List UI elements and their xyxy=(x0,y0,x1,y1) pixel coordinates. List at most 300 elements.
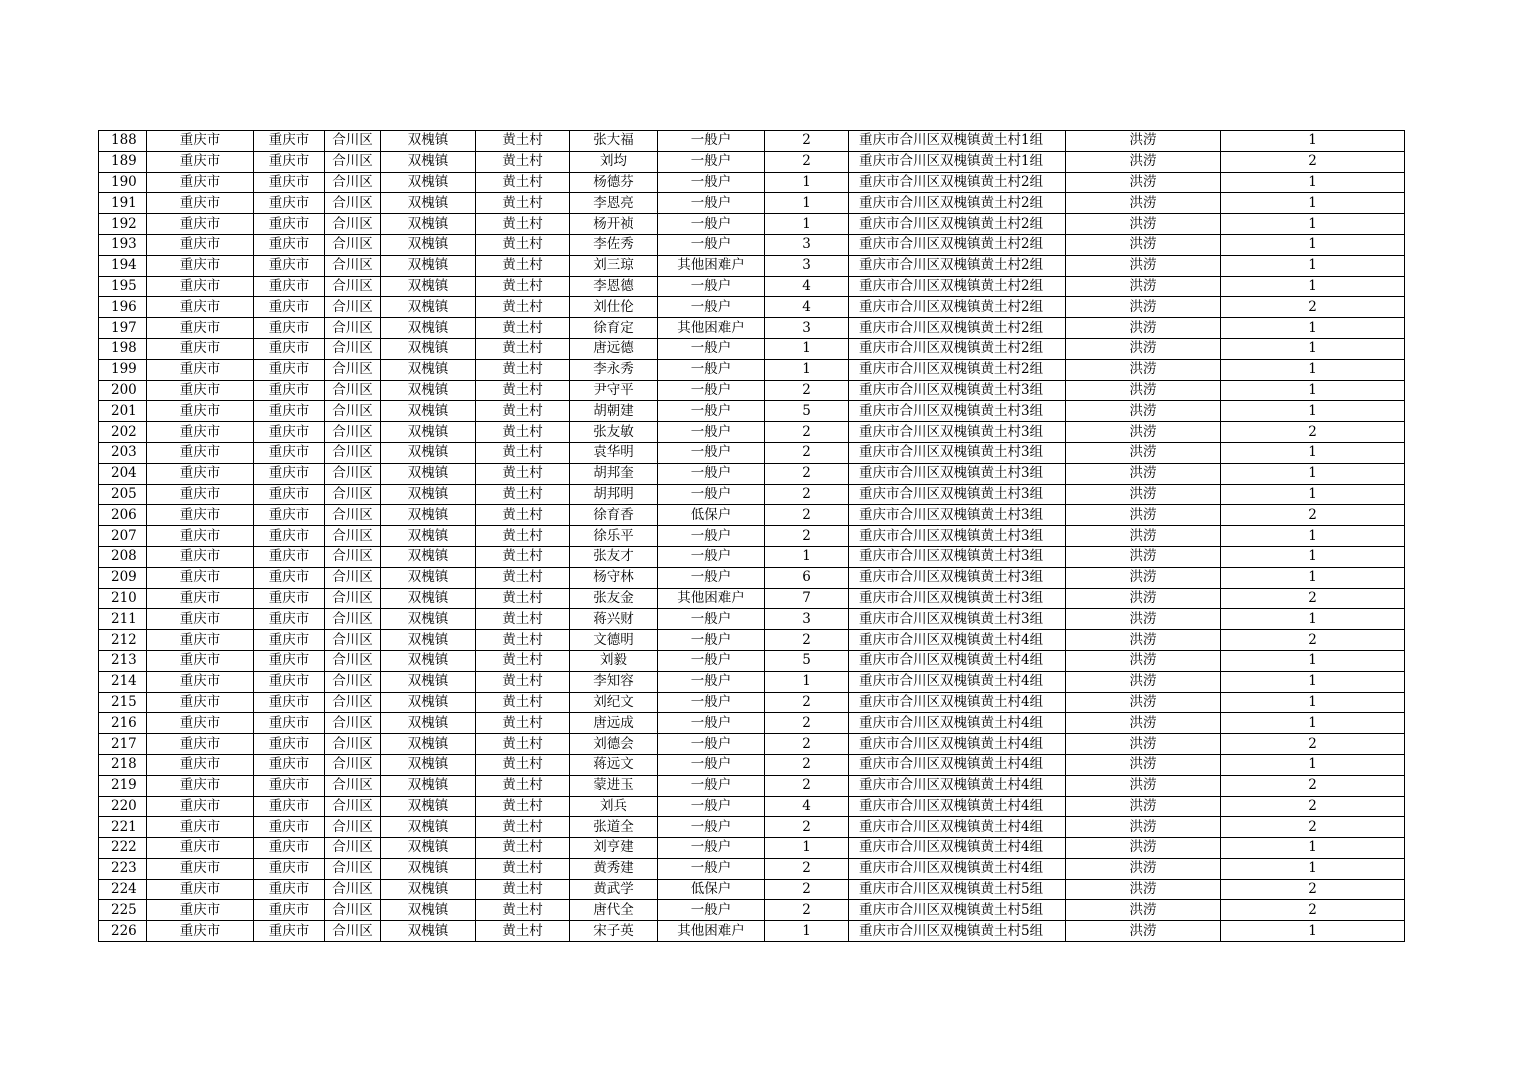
town-cell: 双槐镇 xyxy=(381,588,476,609)
city-cell: 重庆市 xyxy=(254,234,325,255)
household-type-cell: 一般户 xyxy=(658,422,765,443)
province-cell: 重庆市 xyxy=(147,338,254,359)
count-cell: 1 xyxy=(1221,380,1405,401)
household-size-cell: 2 xyxy=(765,442,849,463)
count-cell: 1 xyxy=(1221,546,1405,567)
disaster-type-cell: 洪涝 xyxy=(1066,588,1221,609)
count-cell: 2 xyxy=(1221,900,1405,921)
town-cell: 双槐镇 xyxy=(381,276,476,297)
village-cell: 黄土村 xyxy=(476,650,570,671)
town-cell: 双槐镇 xyxy=(381,131,476,152)
disaster-type-cell: 洪涝 xyxy=(1066,255,1221,276)
name-cell: 李恩德 xyxy=(570,276,658,297)
village-cell: 黄土村 xyxy=(476,505,570,526)
district-cell: 合川区 xyxy=(325,255,381,276)
household-type-cell: 一般户 xyxy=(658,234,765,255)
village-cell: 黄土村 xyxy=(476,151,570,172)
household-type-cell: 一般户 xyxy=(658,401,765,422)
address-cell: 重庆市合川区双槐镇黄土村3组 xyxy=(849,442,1066,463)
table-row xyxy=(99,422,1405,443)
city-cell: 重庆市 xyxy=(254,630,325,651)
household-size-cell: 1 xyxy=(765,214,849,235)
city-cell: 重庆市 xyxy=(254,484,325,505)
disaster-type-cell: 洪涝 xyxy=(1066,172,1221,193)
district-cell: 合川区 xyxy=(325,172,381,193)
city-cell: 重庆市 xyxy=(254,713,325,734)
disaster-type-cell: 洪涝 xyxy=(1066,630,1221,651)
row-number: 219 xyxy=(99,775,147,796)
address-cell: 重庆市合川区双槐镇黄土村4组 xyxy=(849,796,1066,817)
row-number: 191 xyxy=(99,193,147,214)
name-cell: 胡朝建 xyxy=(570,401,658,422)
name-cell: 张友敏 xyxy=(570,422,658,443)
household-size-cell: 2 xyxy=(765,692,849,713)
address-cell: 重庆市合川区双槐镇黄土村4组 xyxy=(849,671,1066,692)
name-cell: 尹守平 xyxy=(570,380,658,401)
household-type-cell: 其他困难户 xyxy=(658,588,765,609)
city-cell: 重庆市 xyxy=(254,193,325,214)
district-cell: 合川区 xyxy=(325,526,381,547)
row-number: 198 xyxy=(99,338,147,359)
household-size-cell: 2 xyxy=(765,754,849,775)
village-cell: 黄土村 xyxy=(476,796,570,817)
count-cell: 1 xyxy=(1221,921,1405,942)
village-cell: 黄土村 xyxy=(476,588,570,609)
district-cell: 合川区 xyxy=(325,838,381,859)
district-cell: 合川区 xyxy=(325,422,381,443)
city-cell: 重庆市 xyxy=(254,609,325,630)
town-cell: 双槐镇 xyxy=(381,900,476,921)
household-type-cell: 低保户 xyxy=(658,505,765,526)
count-cell: 1 xyxy=(1221,172,1405,193)
row-number: 213 xyxy=(99,650,147,671)
disaster-type-cell: 洪涝 xyxy=(1066,838,1221,859)
name-cell: 徐育香 xyxy=(570,505,658,526)
disaster-type-cell: 洪涝 xyxy=(1066,297,1221,318)
address-cell: 重庆市合川区双槐镇黄土村3组 xyxy=(849,484,1066,505)
name-cell: 张友金 xyxy=(570,588,658,609)
row-number: 211 xyxy=(99,609,147,630)
district-cell: 合川区 xyxy=(325,297,381,318)
household-type-cell: 其他困难户 xyxy=(658,921,765,942)
name-cell: 刘兵 xyxy=(570,796,658,817)
name-cell: 胡邦奎 xyxy=(570,463,658,484)
town-cell: 双槐镇 xyxy=(381,234,476,255)
village-cell: 黄土村 xyxy=(476,234,570,255)
village-cell: 黄土村 xyxy=(476,609,570,630)
table-row xyxy=(99,297,1405,318)
city-cell: 重庆市 xyxy=(254,775,325,796)
table-row xyxy=(99,193,1405,214)
name-cell: 杨守林 xyxy=(570,567,658,588)
town-cell: 双槐镇 xyxy=(381,172,476,193)
town-cell: 双槐镇 xyxy=(381,650,476,671)
town-cell: 双槐镇 xyxy=(381,484,476,505)
disaster-type-cell: 洪涝 xyxy=(1066,338,1221,359)
count-cell: 1 xyxy=(1221,318,1405,339)
count-cell: 2 xyxy=(1221,879,1405,900)
village-cell: 黄土村 xyxy=(476,567,570,588)
name-cell: 杨德芬 xyxy=(570,172,658,193)
table-row xyxy=(99,858,1405,879)
town-cell: 双槐镇 xyxy=(381,359,476,380)
village-cell: 黄土村 xyxy=(476,630,570,651)
province-cell: 重庆市 xyxy=(147,276,254,297)
row-number: 210 xyxy=(99,588,147,609)
province-cell: 重庆市 xyxy=(147,775,254,796)
address-cell: 重庆市合川区双槐镇黄土村3组 xyxy=(849,588,1066,609)
household-type-cell: 一般户 xyxy=(658,276,765,297)
household-type-cell: 一般户 xyxy=(658,193,765,214)
city-cell: 重庆市 xyxy=(254,442,325,463)
row-number: 217 xyxy=(99,734,147,755)
name-cell: 刘亨建 xyxy=(570,838,658,859)
count-cell: 2 xyxy=(1221,817,1405,838)
town-cell: 双槐镇 xyxy=(381,442,476,463)
count-cell: 1 xyxy=(1221,838,1405,859)
province-cell: 重庆市 xyxy=(147,318,254,339)
count-cell: 1 xyxy=(1221,567,1405,588)
table-row xyxy=(99,234,1405,255)
city-cell: 重庆市 xyxy=(254,401,325,422)
household-type-cell: 一般户 xyxy=(658,734,765,755)
district-cell: 合川区 xyxy=(325,713,381,734)
name-cell: 刘德会 xyxy=(570,734,658,755)
household-size-cell: 2 xyxy=(765,463,849,484)
household-size-cell: 1 xyxy=(765,338,849,359)
district-cell: 合川区 xyxy=(325,318,381,339)
name-cell: 文德明 xyxy=(570,630,658,651)
row-number: 215 xyxy=(99,692,147,713)
village-cell: 黄土村 xyxy=(476,900,570,921)
town-cell: 双槐镇 xyxy=(381,380,476,401)
row-number: 216 xyxy=(99,713,147,734)
province-cell: 重庆市 xyxy=(147,463,254,484)
province-cell: 重庆市 xyxy=(147,193,254,214)
count-cell: 1 xyxy=(1221,650,1405,671)
name-cell: 张友才 xyxy=(570,546,658,567)
table-row xyxy=(99,318,1405,339)
table-row xyxy=(99,817,1405,838)
village-cell: 黄土村 xyxy=(476,422,570,443)
city-cell: 重庆市 xyxy=(254,900,325,921)
household-size-cell: 2 xyxy=(765,734,849,755)
household-size-cell: 2 xyxy=(765,526,849,547)
disaster-type-cell: 洪涝 xyxy=(1066,921,1221,942)
village-cell: 黄土村 xyxy=(476,193,570,214)
address-cell: 重庆市合川区双槐镇黄土村2组 xyxy=(849,297,1066,318)
province-cell: 重庆市 xyxy=(147,713,254,734)
household-size-cell: 2 xyxy=(765,630,849,651)
city-cell: 重庆市 xyxy=(254,359,325,380)
province-cell: 重庆市 xyxy=(147,671,254,692)
province-cell: 重庆市 xyxy=(147,838,254,859)
count-cell: 2 xyxy=(1221,775,1405,796)
province-cell: 重庆市 xyxy=(147,650,254,671)
town-cell: 双槐镇 xyxy=(381,713,476,734)
table-row xyxy=(99,131,1405,152)
count-cell: 1 xyxy=(1221,754,1405,775)
address-cell: 重庆市合川区双槐镇黄土村2组 xyxy=(849,172,1066,193)
district-cell: 合川区 xyxy=(325,131,381,152)
city-cell: 重庆市 xyxy=(254,734,325,755)
address-cell: 重庆市合川区双槐镇黄土村3组 xyxy=(849,401,1066,422)
village-cell: 黄土村 xyxy=(476,359,570,380)
province-cell: 重庆市 xyxy=(147,588,254,609)
household-type-cell: 一般户 xyxy=(658,380,765,401)
count-cell: 1 xyxy=(1221,338,1405,359)
district-cell: 合川区 xyxy=(325,734,381,755)
table-row xyxy=(99,214,1405,235)
row-number: 193 xyxy=(99,234,147,255)
city-cell: 重庆市 xyxy=(254,546,325,567)
village-cell: 黄土村 xyxy=(476,172,570,193)
district-cell: 合川区 xyxy=(325,380,381,401)
household-size-cell: 5 xyxy=(765,401,849,422)
name-cell: 黄武学 xyxy=(570,879,658,900)
city-cell: 重庆市 xyxy=(254,838,325,859)
household-size-cell: 2 xyxy=(765,151,849,172)
household-size-cell: 3 xyxy=(765,234,849,255)
province-cell: 重庆市 xyxy=(147,484,254,505)
town-cell: 双槐镇 xyxy=(381,609,476,630)
disaster-type-cell: 洪涝 xyxy=(1066,754,1221,775)
household-size-cell: 1 xyxy=(765,193,849,214)
province-cell: 重庆市 xyxy=(147,630,254,651)
table-row xyxy=(99,255,1405,276)
count-cell: 1 xyxy=(1221,484,1405,505)
row-number: 195 xyxy=(99,276,147,297)
address-cell: 重庆市合川区双槐镇黄土村4组 xyxy=(849,775,1066,796)
row-number: 206 xyxy=(99,505,147,526)
table-row xyxy=(99,380,1405,401)
province-cell: 重庆市 xyxy=(147,546,254,567)
town-cell: 双槐镇 xyxy=(381,193,476,214)
town-cell: 双槐镇 xyxy=(381,318,476,339)
city-cell: 重庆市 xyxy=(254,650,325,671)
household-type-cell: 一般户 xyxy=(658,484,765,505)
district-cell: 合川区 xyxy=(325,214,381,235)
province-cell: 重庆市 xyxy=(147,131,254,152)
household-type-cell: 一般户 xyxy=(658,671,765,692)
province-cell: 重庆市 xyxy=(147,442,254,463)
province-cell: 重庆市 xyxy=(147,151,254,172)
district-cell: 合川区 xyxy=(325,505,381,526)
name-cell: 李恩亮 xyxy=(570,193,658,214)
table-row xyxy=(99,463,1405,484)
name-cell: 唐远成 xyxy=(570,713,658,734)
table-row xyxy=(99,775,1405,796)
city-cell: 重庆市 xyxy=(254,276,325,297)
row-number: 218 xyxy=(99,754,147,775)
table-row xyxy=(99,442,1405,463)
count-cell: 1 xyxy=(1221,214,1405,235)
household-type-cell: 一般户 xyxy=(658,609,765,630)
household-type-cell: 其他困难户 xyxy=(658,318,765,339)
disaster-type-cell: 洪涝 xyxy=(1066,422,1221,443)
village-cell: 黄土村 xyxy=(476,817,570,838)
count-cell: 1 xyxy=(1221,609,1405,630)
name-cell: 袁华明 xyxy=(570,442,658,463)
count-cell: 1 xyxy=(1221,858,1405,879)
address-cell: 重庆市合川区双槐镇黄土村5组 xyxy=(849,900,1066,921)
household-size-cell: 1 xyxy=(765,921,849,942)
village-cell: 黄土村 xyxy=(476,754,570,775)
address-cell: 重庆市合川区双槐镇黄土村3组 xyxy=(849,463,1066,484)
count-cell: 2 xyxy=(1221,734,1405,755)
district-cell: 合川区 xyxy=(325,650,381,671)
household-size-cell: 1 xyxy=(765,838,849,859)
row-number: 203 xyxy=(99,442,147,463)
household-size-cell: 3 xyxy=(765,318,849,339)
district-cell: 合川区 xyxy=(325,151,381,172)
address-cell: 重庆市合川区双槐镇黄土村2组 xyxy=(849,359,1066,380)
disaster-type-cell: 洪涝 xyxy=(1066,442,1221,463)
village-cell: 黄土村 xyxy=(476,484,570,505)
village-cell: 黄土村 xyxy=(476,734,570,755)
count-cell: 1 xyxy=(1221,255,1405,276)
province-cell: 重庆市 xyxy=(147,879,254,900)
province-cell: 重庆市 xyxy=(147,401,254,422)
count-cell: 2 xyxy=(1221,297,1405,318)
row-number: 189 xyxy=(99,151,147,172)
district-cell: 合川区 xyxy=(325,775,381,796)
town-cell: 双槐镇 xyxy=(381,796,476,817)
count-cell: 1 xyxy=(1221,692,1405,713)
disaster-type-cell: 洪涝 xyxy=(1066,796,1221,817)
table-row xyxy=(99,650,1405,671)
village-cell: 黄土村 xyxy=(476,276,570,297)
address-cell: 重庆市合川区双槐镇黄土村3组 xyxy=(849,546,1066,567)
address-cell: 重庆市合川区双槐镇黄土村3组 xyxy=(849,526,1066,547)
disaster-type-cell: 洪涝 xyxy=(1066,609,1221,630)
town-cell: 双槐镇 xyxy=(381,671,476,692)
address-cell: 重庆市合川区双槐镇黄土村4组 xyxy=(849,817,1066,838)
province-cell: 重庆市 xyxy=(147,422,254,443)
town-cell: 双槐镇 xyxy=(381,567,476,588)
row-number: 188 xyxy=(99,131,147,152)
household-type-cell: 一般户 xyxy=(658,172,765,193)
district-cell: 合川区 xyxy=(325,338,381,359)
count-cell: 2 xyxy=(1221,796,1405,817)
city-cell: 重庆市 xyxy=(254,338,325,359)
disaster-type-cell: 洪涝 xyxy=(1066,318,1221,339)
village-cell: 黄土村 xyxy=(476,318,570,339)
table-row xyxy=(99,713,1405,734)
count-cell: 2 xyxy=(1221,151,1405,172)
district-cell: 合川区 xyxy=(325,546,381,567)
household-type-cell: 一般户 xyxy=(658,297,765,318)
name-cell: 杨开祯 xyxy=(570,214,658,235)
province-cell: 重庆市 xyxy=(147,234,254,255)
town-cell: 双槐镇 xyxy=(381,754,476,775)
row-number: 190 xyxy=(99,172,147,193)
household-size-cell: 2 xyxy=(765,713,849,734)
row-number: 202 xyxy=(99,422,147,443)
village-cell: 黄土村 xyxy=(476,255,570,276)
household-type-cell: 一般户 xyxy=(658,338,765,359)
province-cell: 重庆市 xyxy=(147,567,254,588)
row-number: 212 xyxy=(99,630,147,651)
household-type-cell: 一般户 xyxy=(658,526,765,547)
count-cell: 2 xyxy=(1221,588,1405,609)
address-cell: 重庆市合川区双槐镇黄土村2组 xyxy=(849,193,1066,214)
village-cell: 黄土村 xyxy=(476,463,570,484)
count-cell: 1 xyxy=(1221,713,1405,734)
village-cell: 黄土村 xyxy=(476,775,570,796)
village-cell: 黄土村 xyxy=(476,380,570,401)
table-row xyxy=(99,276,1405,297)
address-cell: 重庆市合川区双槐镇黄土村4组 xyxy=(849,838,1066,859)
district-cell: 合川区 xyxy=(325,671,381,692)
village-cell: 黄土村 xyxy=(476,858,570,879)
household-type-cell: 一般户 xyxy=(658,858,765,879)
table-row xyxy=(99,526,1405,547)
district-cell: 合川区 xyxy=(325,900,381,921)
village-cell: 黄土村 xyxy=(476,442,570,463)
city-cell: 重庆市 xyxy=(254,505,325,526)
city-cell: 重庆市 xyxy=(254,796,325,817)
city-cell: 重庆市 xyxy=(254,172,325,193)
row-number: 207 xyxy=(99,526,147,547)
disaster-type-cell: 洪涝 xyxy=(1066,775,1221,796)
address-cell: 重庆市合川区双槐镇黄土村3组 xyxy=(849,505,1066,526)
count-cell: 1 xyxy=(1221,131,1405,152)
table-row xyxy=(99,401,1405,422)
address-cell: 重庆市合川区双槐镇黄土村4组 xyxy=(849,630,1066,651)
row-number: 196 xyxy=(99,297,147,318)
province-cell: 重庆市 xyxy=(147,734,254,755)
household-type-cell: 一般户 xyxy=(658,131,765,152)
name-cell: 李佐秀 xyxy=(570,234,658,255)
district-cell: 合川区 xyxy=(325,858,381,879)
household-type-cell: 一般户 xyxy=(658,630,765,651)
table-row xyxy=(99,879,1405,900)
household-table xyxy=(98,130,1405,942)
household-size-cell: 4 xyxy=(765,796,849,817)
district-cell: 合川区 xyxy=(325,359,381,380)
count-cell: 1 xyxy=(1221,193,1405,214)
disaster-type-cell: 洪涝 xyxy=(1066,380,1221,401)
district-cell: 合川区 xyxy=(325,442,381,463)
village-cell: 黄土村 xyxy=(476,401,570,422)
district-cell: 合川区 xyxy=(325,921,381,942)
district-cell: 合川区 xyxy=(325,234,381,255)
address-cell: 重庆市合川区双槐镇黄土村3组 xyxy=(849,567,1066,588)
town-cell: 双槐镇 xyxy=(381,255,476,276)
address-cell: 重庆市合川区双槐镇黄土村2组 xyxy=(849,276,1066,297)
disaster-type-cell: 洪涝 xyxy=(1066,505,1221,526)
household-type-cell: 一般户 xyxy=(658,796,765,817)
row-number: 225 xyxy=(99,900,147,921)
town-cell: 双槐镇 xyxy=(381,526,476,547)
count-cell: 1 xyxy=(1221,671,1405,692)
village-cell: 黄土村 xyxy=(476,214,570,235)
town-cell: 双槐镇 xyxy=(381,692,476,713)
household-type-cell: 一般户 xyxy=(658,650,765,671)
household-size-cell: 2 xyxy=(765,879,849,900)
household-type-cell: 一般户 xyxy=(658,151,765,172)
name-cell: 刘三琼 xyxy=(570,255,658,276)
disaster-type-cell: 洪涝 xyxy=(1066,401,1221,422)
town-cell: 双槐镇 xyxy=(381,734,476,755)
disaster-type-cell: 洪涝 xyxy=(1066,858,1221,879)
city-cell: 重庆市 xyxy=(254,692,325,713)
district-cell: 合川区 xyxy=(325,692,381,713)
address-cell: 重庆市合川区双槐镇黄土村2组 xyxy=(849,214,1066,235)
district-cell: 合川区 xyxy=(325,817,381,838)
city-cell: 重庆市 xyxy=(254,588,325,609)
